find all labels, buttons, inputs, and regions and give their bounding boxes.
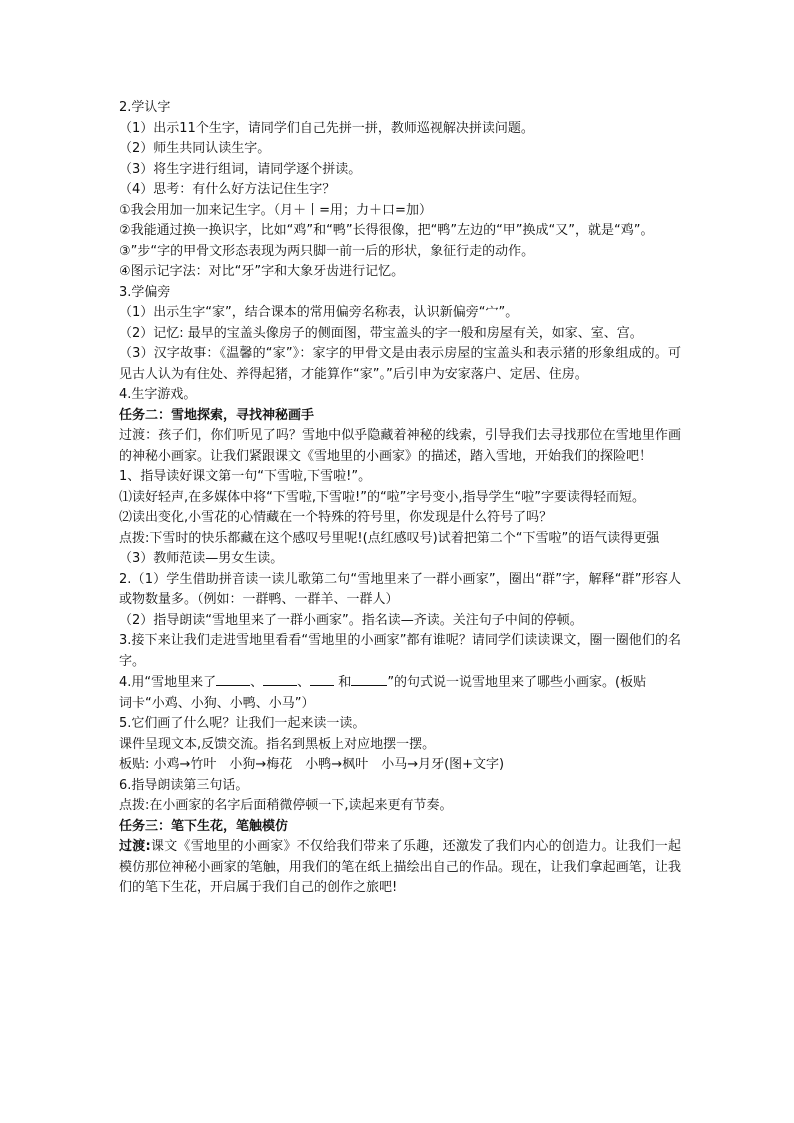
paragraph: （3）将生字进行组词，请同学逐个拼读。: [119, 161, 362, 177]
transition-text: 课文《雪地里的小画家》不仅给我们带来了乐趣，还激发了我们内心的创造力。让我们一起模仿那位神秘小画家的笔触，用我们的笔在纸上描绘出自己的作品。现在，让我们拿起画笔，让我们的笔下生花，开启属于我们自己的创作之旅吧!: [119, 839, 681, 895]
paragraph: （3）教师范读—男女生读。: [119, 551, 284, 566]
task-heading: 任务二：雪地探索，寻找神秘画手: [119, 407, 315, 423]
paragraph: ④图示记字法：对比“牙”字和大象牙齿进行记忆。: [119, 264, 405, 279]
paragraph: （2）指导朗读“雪地里来了一群小画家”。指名读—齐读。关注句子中间的停顿。: [119, 612, 583, 628]
section-heading: 2.学认字: [119, 100, 171, 115]
sentence-text: 4.用“雪地里来了: [119, 675, 217, 690]
paragraph: 1、指导读好课文第一句“下雪啦,下雪啦!”。: [119, 469, 372, 484]
blank-line: [216, 672, 250, 686]
sentence-text: 和: [334, 675, 352, 690]
sentence-text: 、: [297, 675, 311, 690]
paragraph: 词卡“小鸡、小狗、小鸭、小马”）: [119, 695, 315, 711]
paragraph: 过渡：孩子们，你们听见了吗？雪地中似乎隐藏着神秘的线索，引导我们去寻找那位在雪地里作画的神秘小画家。让我们紧跟课文《雪地里的小画家》的描述，踏入雪地，开始我们的探险吧！: [119, 428, 681, 464]
paragraph: ⑴读好轻声,在多媒体中将“下雪啦,下雪啦!”的“啦”字号变小,指导学生“啦”字要读得轻而短。: [119, 489, 646, 505]
paragraph: 3.接下来让我们走进雪地里看看“雪地里的小画家”都有谁呢？请同学们读读课文，圈一圈他们的名字。: [119, 633, 681, 669]
transition-label: 过渡:: [119, 839, 151, 854]
sentence-text: ”的句式说一说雪地里来了哪些小画家。(板贴: [387, 675, 647, 690]
paragraph: 点拨:下雪时的快乐都藏在这个感叹号里呢!(点红感叹号)试着把第二个“下雪啦”的语气读得更强: [119, 530, 660, 546]
sentence-text: 、: [250, 675, 264, 690]
paragraph: （3）汉字故事：《温馨的“家”》：家字的甲骨文是由表示房屋的宝盖头和表示猪的形象组成的。可见古人认为有住处、养得起猪，才能算作“家”。”后引申为安家落户、定居、住房。: [119, 346, 681, 382]
paragraph: ②我能通过换一换识字，比如“鸡”和“鸭”长得很像，把“鸭”左边的“甲”换成“又”，就是“鸡”。: [119, 223, 654, 238]
section-heading: 3.学偏旁: [119, 284, 171, 300]
paragraph: 2.（1）学生借助拼音读一读儿歌第二句“雪地里来了一群小画家”，圈出“群”字，解释“群”形容人或物数量多。（例如：一群鸭、一群羊、一群人）: [119, 571, 681, 607]
paragraph: 课件呈现文本,反馈交流。指名到黑板上对应地摆一摆。: [119, 736, 436, 752]
paragraph: ③”步“字的甲骨文形态表现为两只脚一前一后的形状，象征行走的动作。: [119, 243, 535, 259]
paragraph: （1）出示11个生字，请同学们自己先拼一拼，教师巡视解决拼读问题。: [119, 120, 534, 136]
task-heading: 任务三：笔下生花，笔触模仿: [119, 818, 289, 834]
section-heading: 4.生字游戏。: [119, 387, 197, 402]
paragraph: 5.它们画了什么呢？让我们一起来读一读。: [119, 716, 366, 731]
paragraph: [119, 837, 681, 899]
blank-line: [263, 672, 297, 686]
fill-in-sentence: [119, 672, 681, 694]
paragraph: 6.指导朗读第三句话。: [119, 777, 249, 793]
blank-line: [351, 672, 387, 686]
paragraph: ①我会用加一加来记生字。（月＋丨=用；力＋口=加）: [119, 202, 432, 218]
paragraph: （1）出示生字“家”，结合课本的常用偏旁名称表，认识新偏旁“宀”。: [119, 305, 519, 320]
document-page: [119, 98, 681, 899]
paragraph: （2）师生共同认读生字。: [119, 141, 271, 156]
paragraph: （4）思考：有什么好方法记住生字？: [119, 182, 336, 197]
paragraph: （2）记忆: 最早的宝盖头像房子的侧面图，带宝盖头的字一般和房屋有关，如家、室、宫。: [119, 325, 643, 341]
blank-line: [310, 672, 334, 686]
paragraph: 板贴: 小鸡→竹叶 小狗→梅花 小鸭→枫叶 小马→月牙(图+文字): [119, 757, 505, 772]
paragraph: 点拨:在小画家的名字后面稍微停顿一下,读起来更有节奏。: [119, 798, 453, 813]
paragraph: ⑵读出变化,小雪花的心情藏在一个特殊的符号里，你发现是什么符号了吗？: [119, 510, 553, 525]
